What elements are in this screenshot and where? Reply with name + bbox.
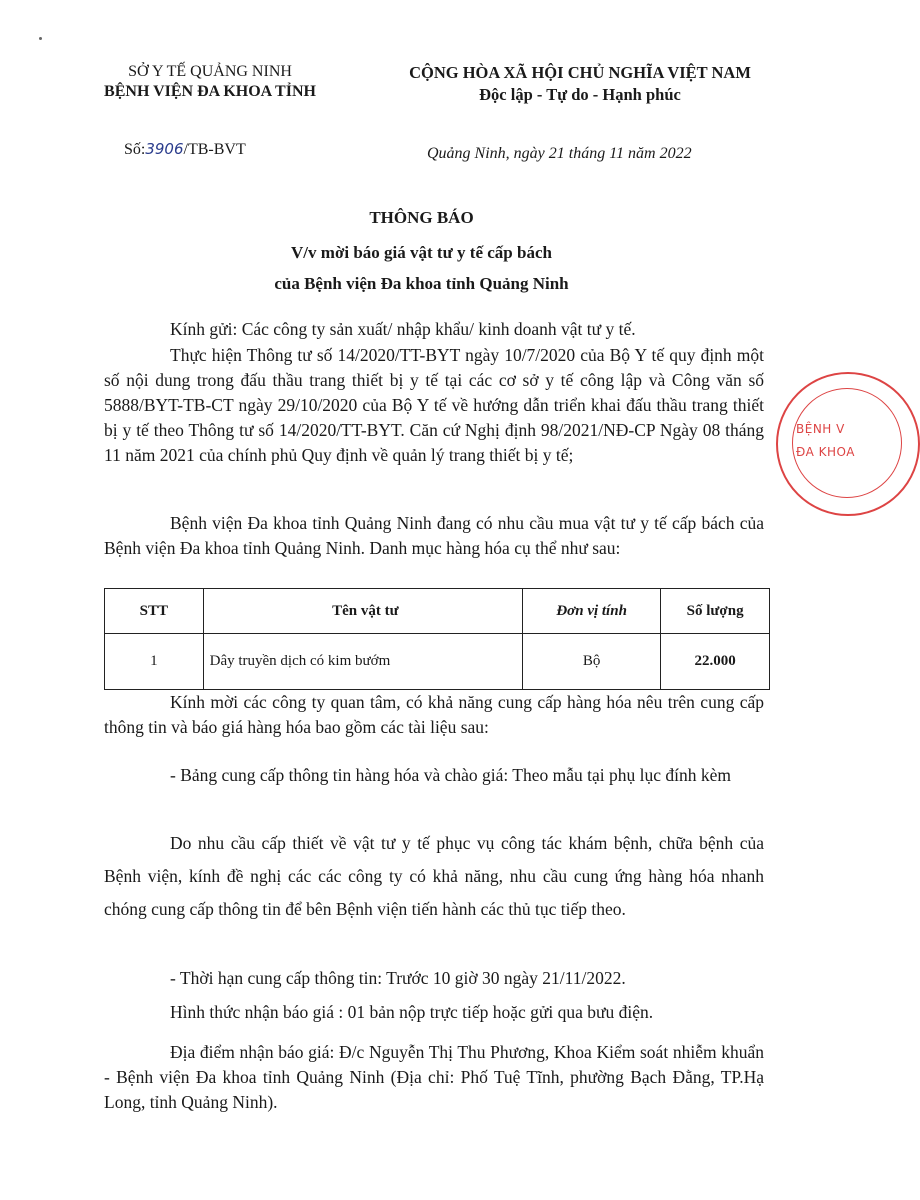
stamp-text-1: BỆNH V — [796, 422, 845, 436]
cell-unit: Bộ — [523, 634, 661, 690]
paragraph-address: Địa điểm nhận báo giá: Đ/c Nguyễn Thị Thu Phương, Khoa Kiểm soát nhiễm khuẩn - Bệnh viện Đa khoa tỉnh Quảng Ninh (Địa chỉ: Phố Tuệ Tĩnh, phường Bạch Đằng, TP.Hạ Long, tỉnh Quảng Ninh). — [104, 1042, 764, 1112]
paragraph-legal-basis: Thực hiện Thông tư số 14/2020/TT-BYT ngày 10/7/2020 của Bộ Y tế quy định một số nội dung trong đấu thầu trang thiết bị y tế tại các cơ sở y tế công lập và Công văn số 5888/BYT-TB-CT ngày 29/10/2020 của Bộ Y tế về hướng dẫn triển khai đấu thầu trang thiết bị y tế theo Thông tư số 14/2020/TT-BYT. Căn cứ Nghị định 98/2021/NĐ-CP Ngày 08 tháng 11 năm 2021 của chính phủ Quy định về quản lý trang thiết bị y tế; — [104, 345, 764, 465]
hospital-name: BỆNH VIỆN ĐA KHOA TỈNH — [104, 83, 316, 100]
header-stt: STT — [105, 589, 204, 634]
national-header — [365, 62, 795, 106]
document-subtitle-1: V/v mời báo giá vật tư y tế cấp bách — [291, 243, 552, 262]
issuer-header — [70, 62, 350, 102]
paragraph-urgency: Do nhu cầu cấp thiết về vật tư y tế phục vụ công tác khám bệnh, chữa bệnh của Bệnh viện, kính đề nghị các các công ty có khả năng, nhu cầu cung ứng hàng hóa nhanh chóng cung cấp thông tin để bên Bệnh viện tiến hành các thủ tục tiếp theo. — [104, 833, 764, 919]
table-row — [105, 634, 770, 690]
stamp-text-2: ĐA KHOA — [796, 445, 855, 459]
header-quantity: Số lượng — [661, 589, 770, 634]
table-header-row — [105, 589, 770, 634]
doc-number-suffix: /TB-BVT — [183, 141, 246, 158]
paragraph-invitation: Kính mời các công ty quan tâm, có khả năng cung cấp hàng hóa nêu trên cung cấp thông tin và báo giá hàng hóa bao gồm các tài liệu sau: — [104, 692, 764, 737]
cell-stt: 1 — [105, 634, 204, 690]
header-item-name: Tên vật tư — [203, 589, 522, 634]
paragraph-need: Bệnh viện Đa khoa tỉnh Quảng Ninh đang có nhu cầu mua vật tư y tế cấp bách của Bệnh viện Đa khoa tỉnh Quảng Ninh. Danh mục hàng hóa cụ thể như sau: — [104, 513, 764, 558]
hospital-stamp — [776, 372, 920, 516]
cell-item-name: Dây truyền dịch có kim bướm — [203, 634, 522, 690]
paragraph-price-table: - Bảng cung cấp thông tin hàng hóa và chào giá: Theo mẫu tại phụ lục đính kèm — [170, 765, 731, 785]
header-unit: Đơn vị tính — [523, 589, 661, 634]
document-number — [124, 140, 246, 159]
department-name: SỞ Y TẾ QUẢNG NINH — [128, 63, 292, 80]
stamp-inner-ring — [792, 388, 902, 498]
paragraph-submission-form: Hình thức nhận báo giá : 01 bản nộp trực tiếp hoặc gửi qua bưu điện. — [170, 1002, 654, 1022]
paragraph-deadline: - Thời hạn cung cấp thông tin: Trước 10 giờ 30 ngày 21/11/2022. — [170, 968, 626, 988]
doc-number-prefix: Số: — [124, 141, 146, 158]
doc-number-handwritten: 3906 — [145, 140, 184, 158]
recipient-line: Kính gửi: Các công ty sản xuất/ nhập khẩu/ kinh doanh vật tư y tế. — [170, 319, 636, 339]
document-title: THÔNG BÁO — [369, 208, 474, 227]
document-subtitle-2: của Bệnh viện Đa khoa tỉnh Quảng Ninh — [274, 274, 569, 293]
items-table — [104, 588, 770, 690]
scan-mark — [39, 37, 42, 40]
national-motto: Độc lập - Tự do - Hạnh phúc — [479, 85, 681, 104]
cell-quantity: 22.000 — [661, 634, 770, 690]
place-date: Quảng Ninh, ngày 21 tháng 11 năm 2022 — [427, 145, 692, 162]
nation-title: CỘNG HÒA XÃ HỘI CHỦ NGHĨA VIỆT NAM — [409, 63, 751, 82]
